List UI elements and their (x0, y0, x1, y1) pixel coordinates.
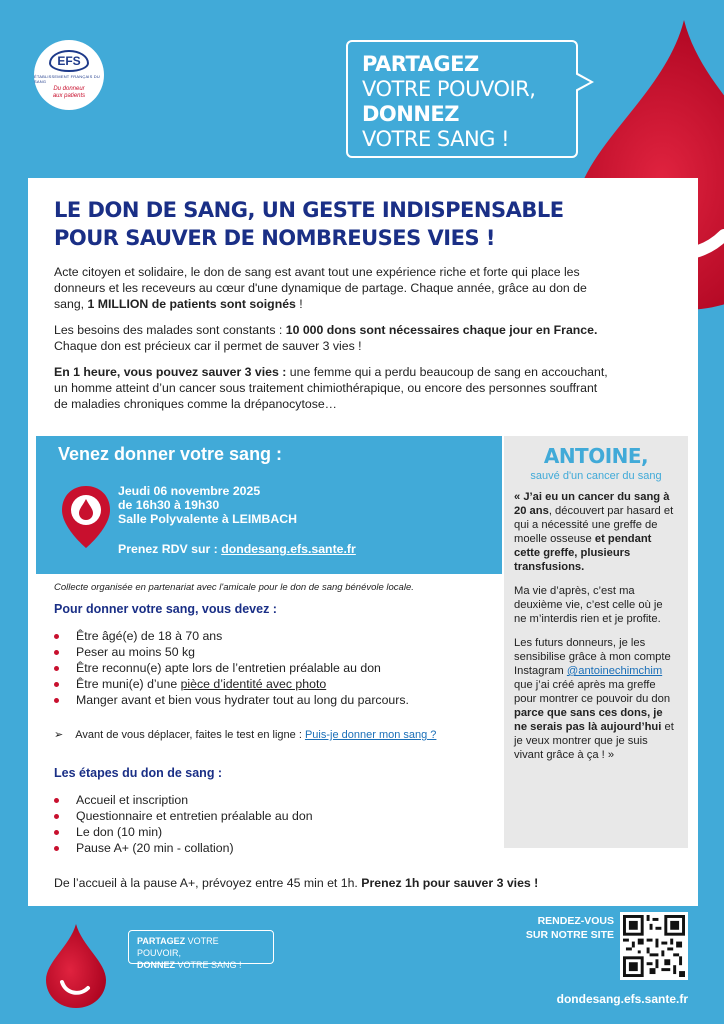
id-link[interactable]: pièce d’identité avec photo (180, 677, 327, 691)
test-link[interactable]: Puis-je donner mon sang ? (304, 729, 437, 741)
event-title: Venez donner votre sang : (58, 444, 283, 464)
logo-tagline: Du donneur aux patients (52, 86, 86, 99)
list-item: Être âgé(e) de 18 à 70 ans (54, 628, 409, 644)
testimonial-box (504, 436, 688, 848)
steps-title: Les étapes du don de sang : (54, 766, 223, 780)
event-details (118, 484, 297, 526)
logo-abbr: EFS (49, 50, 88, 72)
list-item: Accueil et inscription (54, 792, 313, 808)
intro-text (54, 264, 610, 422)
footer-bubble: PARTAGEZ VOTRE POUVOIR, DONNEZ VOTRE SANG ! (128, 930, 274, 964)
main-panel (28, 178, 698, 906)
location-pin-icon (60, 484, 112, 550)
list-item: Pause A+ (20 min - collation) (54, 840, 313, 856)
event-hours: de 16h30 à 19h30 (118, 498, 220, 512)
bubble-line-1: PARTAGEZ (362, 52, 479, 76)
testimonial-name: ANTOINE, (543, 444, 649, 468)
closing-text: De l’accueil à la pause A+, prévoyez entre 45 min et 1h. Prenez 1h pour sauver 3 vies ! (54, 876, 539, 890)
event-info-box (36, 436, 502, 574)
bubble-line-4: VOTRE SANG ! (362, 127, 510, 151)
efs-logo (34, 40, 104, 110)
rdv-cta: RENDEZ-VOUS SUR NOTRE SITE (525, 915, 614, 941)
arrow-icon: ➢ (54, 729, 64, 741)
intro-paragraph-1: Acte citoyen et solidaire, le don de sang est avant tout une expérience riche et forte qui place les donneurs et les receveurs au cœur d'une dynamique de partage. Chaque année, grâce au don de sang, 1 MILLION de patients sont soignés ! (54, 265, 587, 311)
event-date: Jeudi 06 novembre 2025 (118, 484, 261, 498)
list-item: Manger avant et bien vous hydrater tout au long du parcours. (54, 692, 409, 708)
list-item: Le don (10 min) (54, 824, 313, 840)
collecte-note: Collecte organisée en partenariat avec l'amicale pour le don de sang bénévole locale. (54, 582, 414, 593)
list-item: Peser au moins 50 kg (54, 644, 409, 660)
event-place: Salle Polyvalente à LEIMBACH (118, 512, 298, 526)
qr-code-icon[interactable] (620, 912, 688, 980)
bubble-line-2: VOTRE POUVOIR, (362, 77, 536, 101)
intro-paragraph-3: En 1 heure, vous pouvez sauver 3 vies : une femme qui a perdu beaucoup de sang en accouchant, un homme atteint d’un cancer sous traitement chimiothérapique, ou encore des personnes souffrant de maladies chroniques comme la drépanocytose… (54, 365, 608, 411)
list-item: Questionnaire et entretien préalable au don (54, 808, 313, 824)
list-item: Être reconnu(e) apte lors de l’entretien préalable au don (54, 660, 409, 676)
website-url[interactable]: dondesang.efs.sante.fr (556, 992, 688, 1006)
list-item: Être muni(e) d’une pièce d’identité avec photo (54, 676, 409, 692)
conditions-list (54, 628, 409, 708)
event-rdv: Prenez RDV sur : dondesang.efs.sante.fr (118, 542, 356, 556)
intro-paragraph-2: Les besoins des malades sont constants : 10 000 dons sont nécessaires chaque jour en France. Chaque don est précieux car il permet de sauver 3 vies ! (54, 323, 598, 353)
page-title: LE DON DE SANG, UN GESTE INDISPENSABLE POUR SAUVER DE NOMBREUSES VIES ! (54, 198, 564, 250)
test-line: ➢ Avant de vous déplacer, faites le test en ligne : Puis-je donner mon sang ? (54, 729, 437, 741)
campaign-bubble (346, 40, 578, 158)
conditions-title: Pour donner votre sang, vous devez : (54, 602, 277, 616)
rdv-link[interactable]: dondesang.efs.sante.fr (221, 542, 356, 556)
blood-drop-icon (44, 924, 108, 1008)
testimonial-quote: « J’ai eu un cancer du sang à 20 ans, découvert par hasard et qui a nécessité une greffe de moelle osseuse et pendant cette greffe, plusieurs transfusions. Ma vie d’après, c’est ma deuxième vie, c’est celle où je ne m’interdis rien et je profite. Les futurs donneurs, je les sensibilise grâce à mon compte Instagram @antoinechimchim que j’ai créé après ma greffe pour montrer ce pouvoir du don parce que sans ces dons, je ne serais pas là aujourd’hui et je veux montrer que je suis vivant grâce à ça ! » (514, 491, 674, 761)
logo-name: ÉTABLISSEMENT FRANÇAIS DU SANG (34, 74, 100, 85)
instagram-link[interactable]: @antoinechimchim (566, 665, 663, 677)
bubble-line-3: DONNEZ (362, 102, 460, 126)
testimonial-subtitle: sauvé d'un cancer du sang (530, 470, 662, 482)
steps-list (54, 792, 313, 856)
